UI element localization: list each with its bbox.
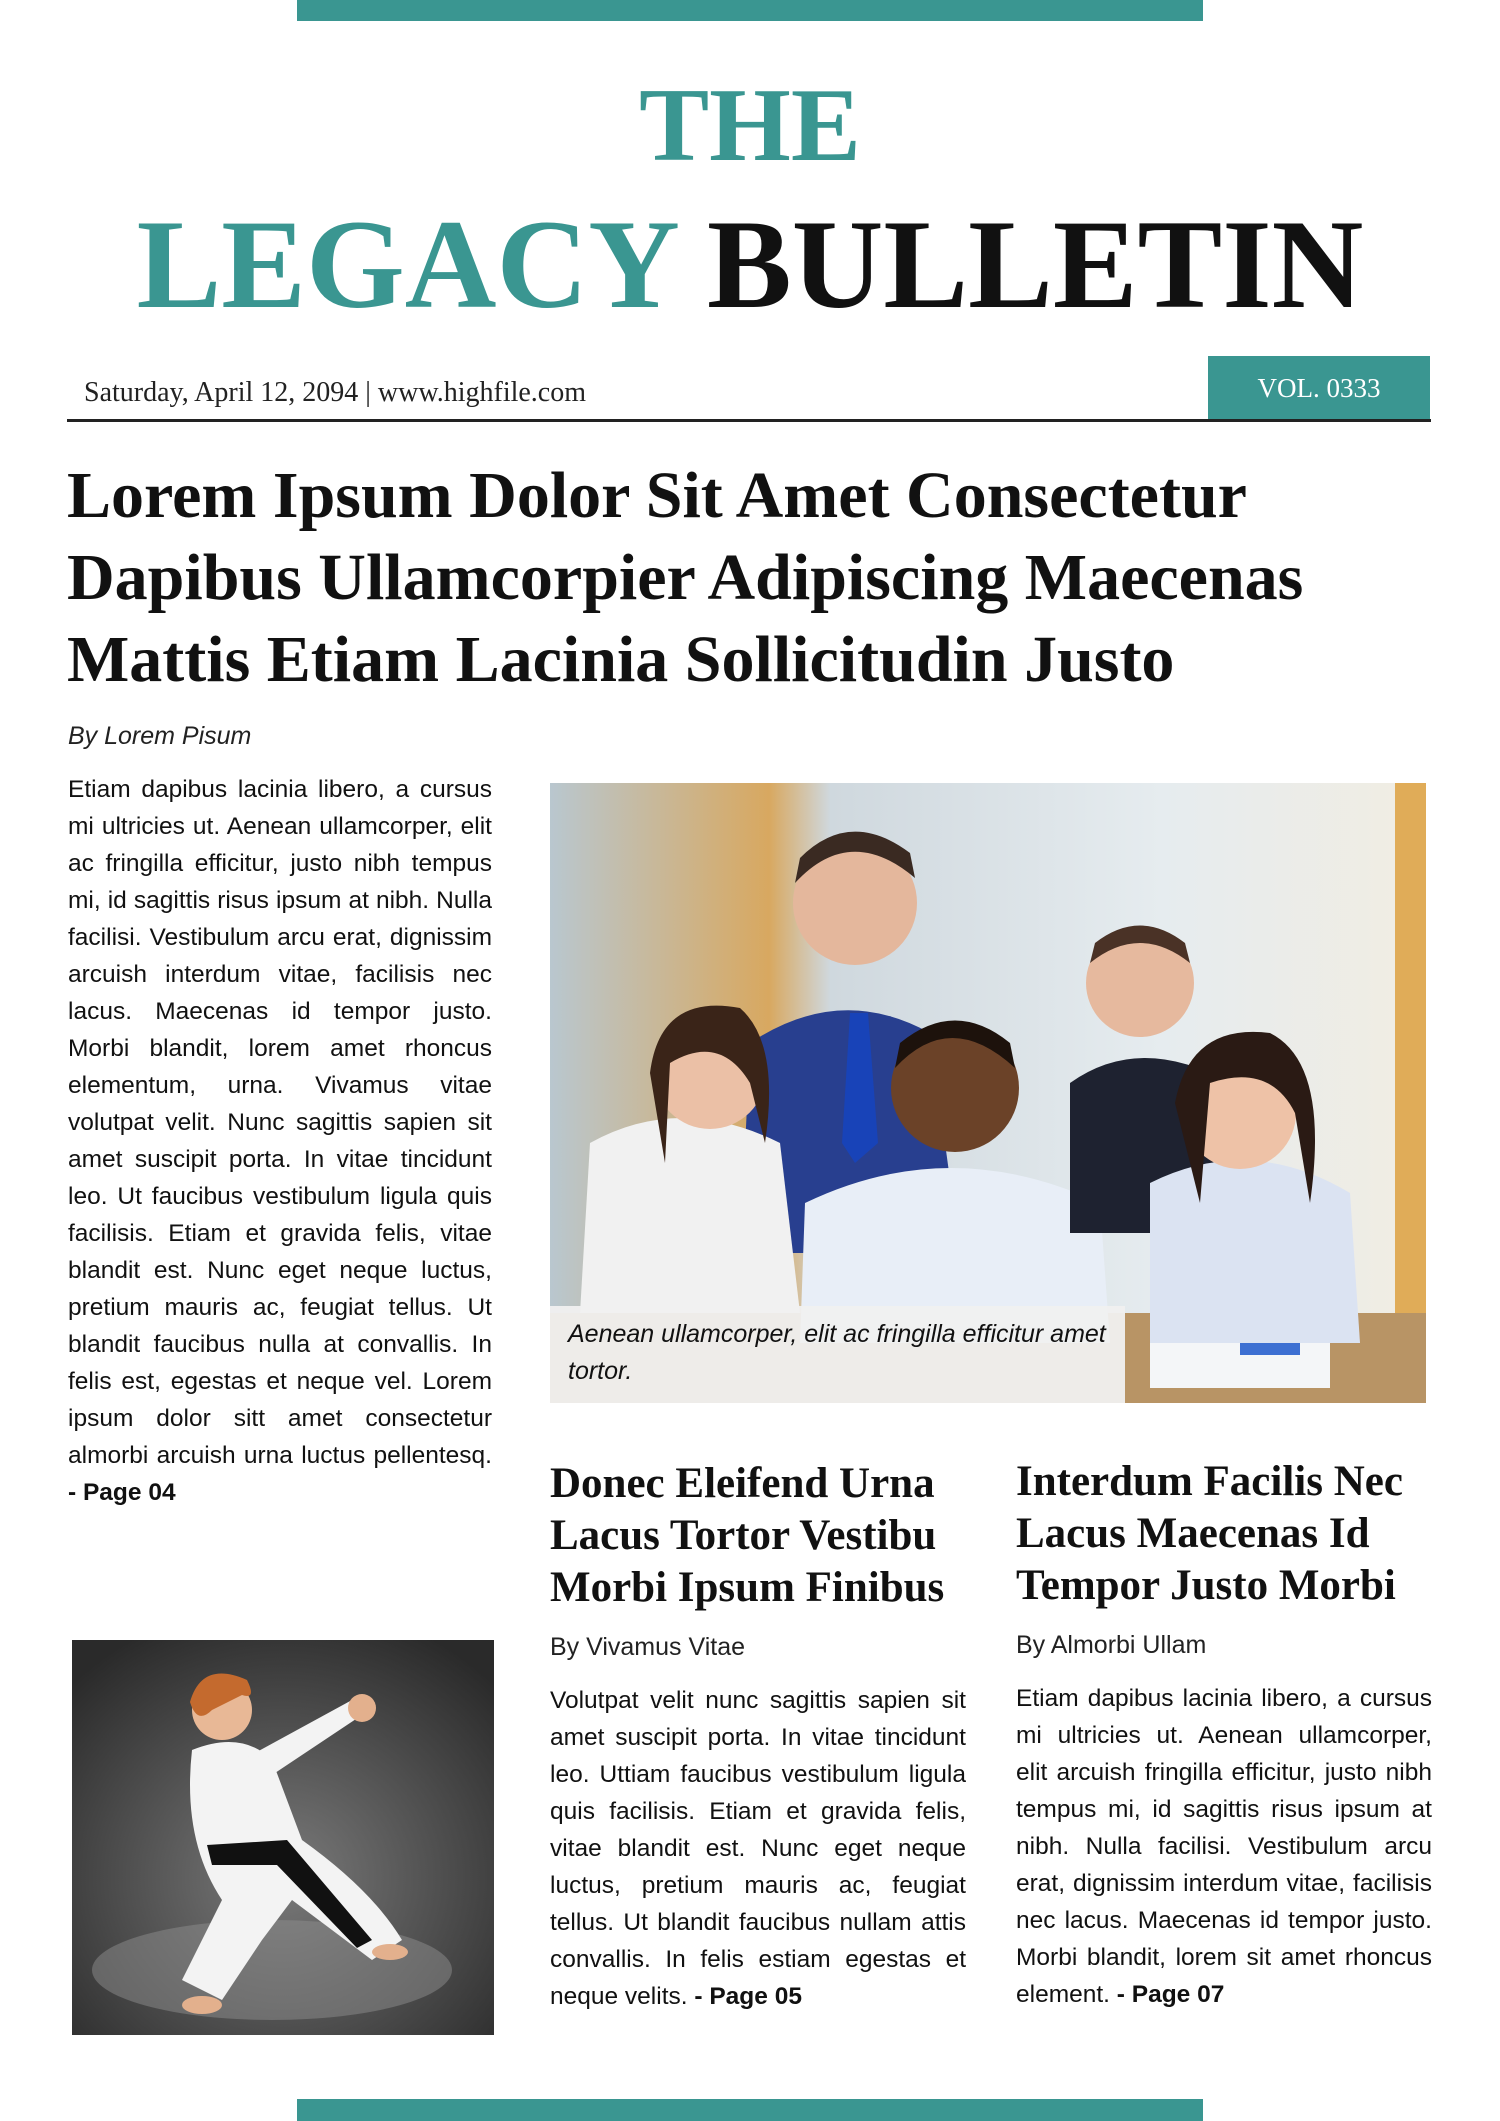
- karate-photo: [72, 1640, 494, 2035]
- masthead-legacy: LEGACY: [136, 195, 676, 335]
- lead-photo-caption: Aenean ullamcorper, elit ac fringilla efficitur amet tortor.: [550, 1306, 1125, 1403]
- volume-badge: VOL. 0333: [1208, 356, 1430, 420]
- story3-headline: Interdum Facilis Nec Lacus Maecenas Id Tempor Justo Morbi: [1016, 1458, 1403, 1609]
- story2-page-ref: - Page 05: [694, 1983, 802, 2010]
- story2-body: [550, 1682, 966, 2015]
- masthead-bulletin: BULLETIN: [706, 195, 1364, 335]
- story2-body-text: Volutpat velit nunc sagittis sapien sit amet suscipit porta. In vitae tincidunt leo. Uttiam faucibus vestibulum ligula quis facilisis. Etiam et gravida felis, vitae blandit est. Nunc eget neque luctus, pretium mauris ac, feugiat tellus. Ut blandit faucibus nullam attis convallis. In felis estiam egestas et neque velits.: [550, 1687, 966, 2010]
- lead-byline: By Lorem Pisum: [68, 722, 252, 750]
- header-rule: [67, 419, 1431, 422]
- story3-byline: By Almorbi Ullam: [1016, 1631, 1207, 1659]
- bottom-accent-bar: [297, 2099, 1203, 2121]
- lead-page-ref: - Page 04: [68, 1479, 176, 1506]
- story3-body-text: Etiam dapibus lacinia libero, a cursus mi ultricies ut. Aenean ullamcorper, elit arcuish fringilla efficitur, justo nibh tempus mi, id sagittis risus ipsum at nibh. Nulla facilisi. Vestibulum arcu erat, dignissim interdum vitae, facilisis nec lacus. Maecenas id tempor justo. Morbi blandit, lorem sit amet rhoncus element.: [1016, 1685, 1432, 2008]
- lead-headline: Lorem Ipsum Dolor Sit Amet Consectetur Dapibus Ullamcorpier Adipiscing Maecenas Mattis Etiam Lacinia Sollicitudin Justo: [67, 459, 1304, 696]
- story3-body: [1016, 1680, 1432, 2013]
- story2-byline: By Vivamus Vitae: [550, 1633, 746, 1661]
- story3-page-ref: - Page 07: [1116, 1981, 1225, 2008]
- story2-headline: Donec Eleifend Urna Lacus Tortor Vestibu Morbi Ipsum Finibus: [550, 1460, 945, 1611]
- lead-body-text: Etiam dapibus lacinia libero, a cursus mi ultricies ut. Aenean ullamcorper, elit ac fringilla efficitur, justo nibh tempus mi, id sagittis risus ipsum at nibh. Nulla facilisi. Vestibulum arcu erat, dignissim arcuish interdum vitae, facilisis nec lacus. Maecenas id tempor justo. Morbi blandit, lorem amet rhoncus elementum, urna. Vivamus vitae volutpat velit. Nunc sagittis sapien sit amet suscipit porta. In vitae tincidunt leo. Ut faucibus vestibulum ligula quis facilisis. Etiam et gravida felis, vitae blandit est. Nunc eget neque luctus, pretium mauris ac, feugiat tellus. Ut blandit faucibus nulla at convallis. In felis est, egestas et neque vel. Lorem ipsum dolor sitt amet consectetur almorbi arcuish urna luctus pellentesq.: [68, 776, 492, 1469]
- dateline: Saturday, April 12, 2094 | www.highfile.com: [84, 377, 587, 408]
- masthead-title: [0, 190, 1500, 340]
- lead-body: [68, 771, 492, 1511]
- masthead-the: THE: [639, 66, 861, 183]
- top-accent-bar: [297, 0, 1203, 21]
